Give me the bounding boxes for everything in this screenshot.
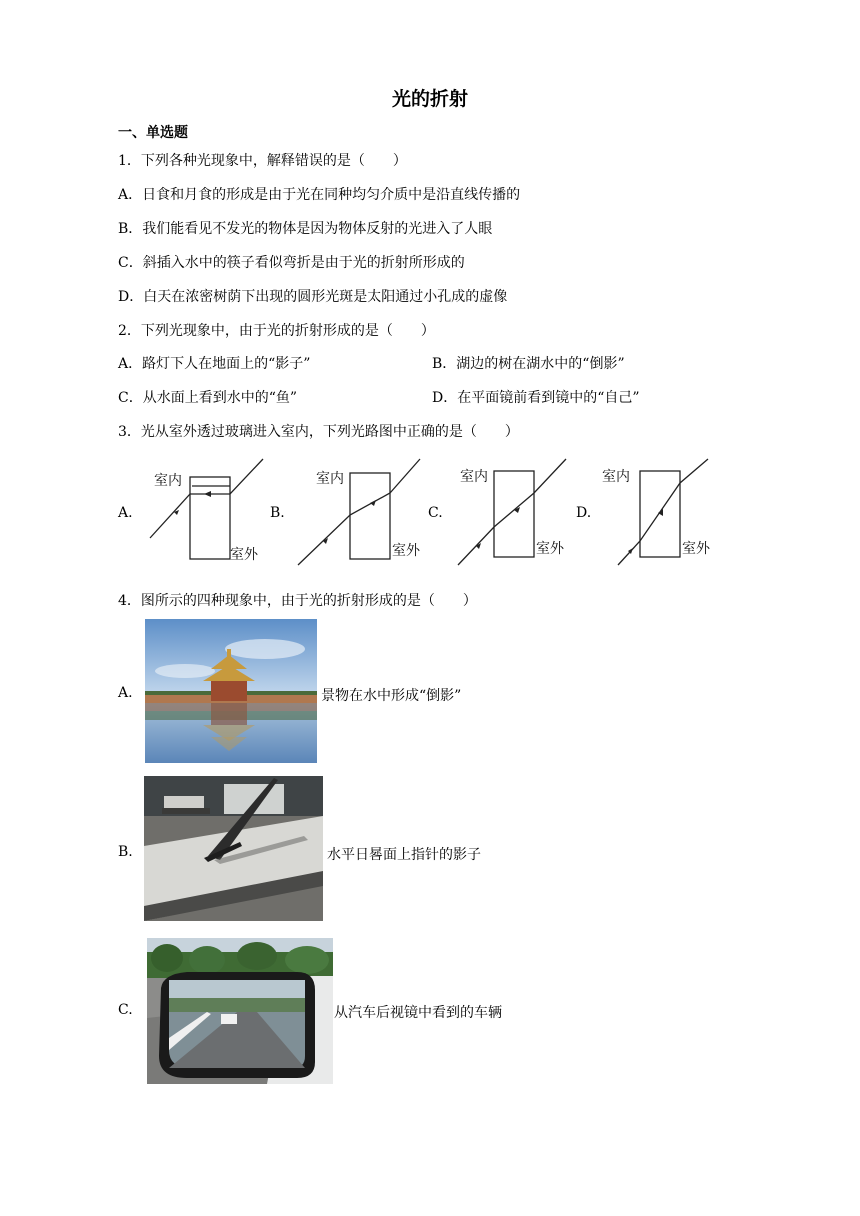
q2-option-a[interactable]: A．路灯下人在地面上的“影子” bbox=[118, 356, 311, 372]
q2-option-d[interactable]: D．在平面镜前看到镜中的“自己” bbox=[432, 390, 640, 406]
q3-diagram-c[interactable] bbox=[456, 455, 592, 571]
indoor-label: 室内 bbox=[154, 473, 182, 489]
q1-option-c[interactable]: C．斜插入水中的筷子看似弯折是由于光的折射所形成的 bbox=[118, 255, 465, 271]
q3-option-b-letter[interactable]: B. bbox=[270, 505, 285, 521]
q1-option-b[interactable]: B．我们能看见不发光的物体是因为物体反射的光进入了人眼 bbox=[118, 221, 493, 237]
section-heading: 一、单选题 bbox=[118, 125, 188, 141]
indoor-label: 室内 bbox=[316, 471, 344, 487]
q1-stem: 1．下列各种光现象中，解释错误的是（ ） bbox=[118, 153, 407, 169]
sundial-photo[interactable] bbox=[144, 776, 323, 921]
rearview-mirror-photo[interactable] bbox=[147, 938, 333, 1084]
q3-option-d-letter[interactable]: D. bbox=[576, 505, 592, 521]
q3-diagram-d[interactable] bbox=[602, 455, 722, 571]
indoor-label: 室内 bbox=[602, 469, 630, 485]
q4-option-c-caption: 从汽车后视镜中看到的车辆 bbox=[334, 1005, 502, 1021]
indoor-label: 室内 bbox=[460, 469, 488, 485]
outdoor-label: 室外 bbox=[392, 543, 420, 559]
q4-option-b-letter[interactable]: B. bbox=[118, 844, 133, 860]
q3-diagram-b[interactable] bbox=[296, 455, 432, 571]
page-title: 光的折射 bbox=[391, 88, 468, 110]
q4-option-a-letter[interactable]: A. bbox=[118, 685, 133, 701]
q4-option-c-letter[interactable]: C. bbox=[118, 1002, 133, 1018]
q2-option-c[interactable]: C．从水面上看到水中的“鱼” bbox=[118, 390, 298, 406]
q4-option-a-caption: 景物在水中形成“倒影” bbox=[321, 688, 462, 704]
q1-option-a[interactable]: A．日食和月食的形成是由于光在同种均匀介质中是沿直线传播的 bbox=[118, 187, 521, 203]
outdoor-label: 室外 bbox=[230, 547, 258, 563]
q2-stem: 2．下列光现象中，由于光的折射形成的是（ ） bbox=[118, 323, 435, 339]
q3-stem: 3．光从室外透过玻璃进入室内，下列光路图中正确的是（ ） bbox=[118, 424, 519, 440]
q2-option-b[interactable]: B．湖边的树在湖水中的“倒影” bbox=[432, 356, 625, 372]
q3-option-c-letter[interactable]: C. bbox=[428, 505, 443, 521]
q1-option-d[interactable]: D．白天在浓密树荫下出现的圆形光斑是太阳通过小孔成的虚像 bbox=[118, 289, 508, 305]
reflection-photo[interactable] bbox=[145, 619, 317, 763]
outdoor-label: 室外 bbox=[536, 541, 564, 557]
outdoor-label: 室外 bbox=[682, 541, 710, 557]
q3-option-a-letter[interactable]: A. bbox=[118, 505, 133, 521]
q3-diagram-a[interactable] bbox=[146, 455, 270, 571]
q4-option-b-caption: 水平日晷面上指针的影子 bbox=[327, 847, 481, 863]
q4-stem: 4．图所示的四种现象中，由于光的折射形成的是（ ） bbox=[118, 593, 477, 609]
